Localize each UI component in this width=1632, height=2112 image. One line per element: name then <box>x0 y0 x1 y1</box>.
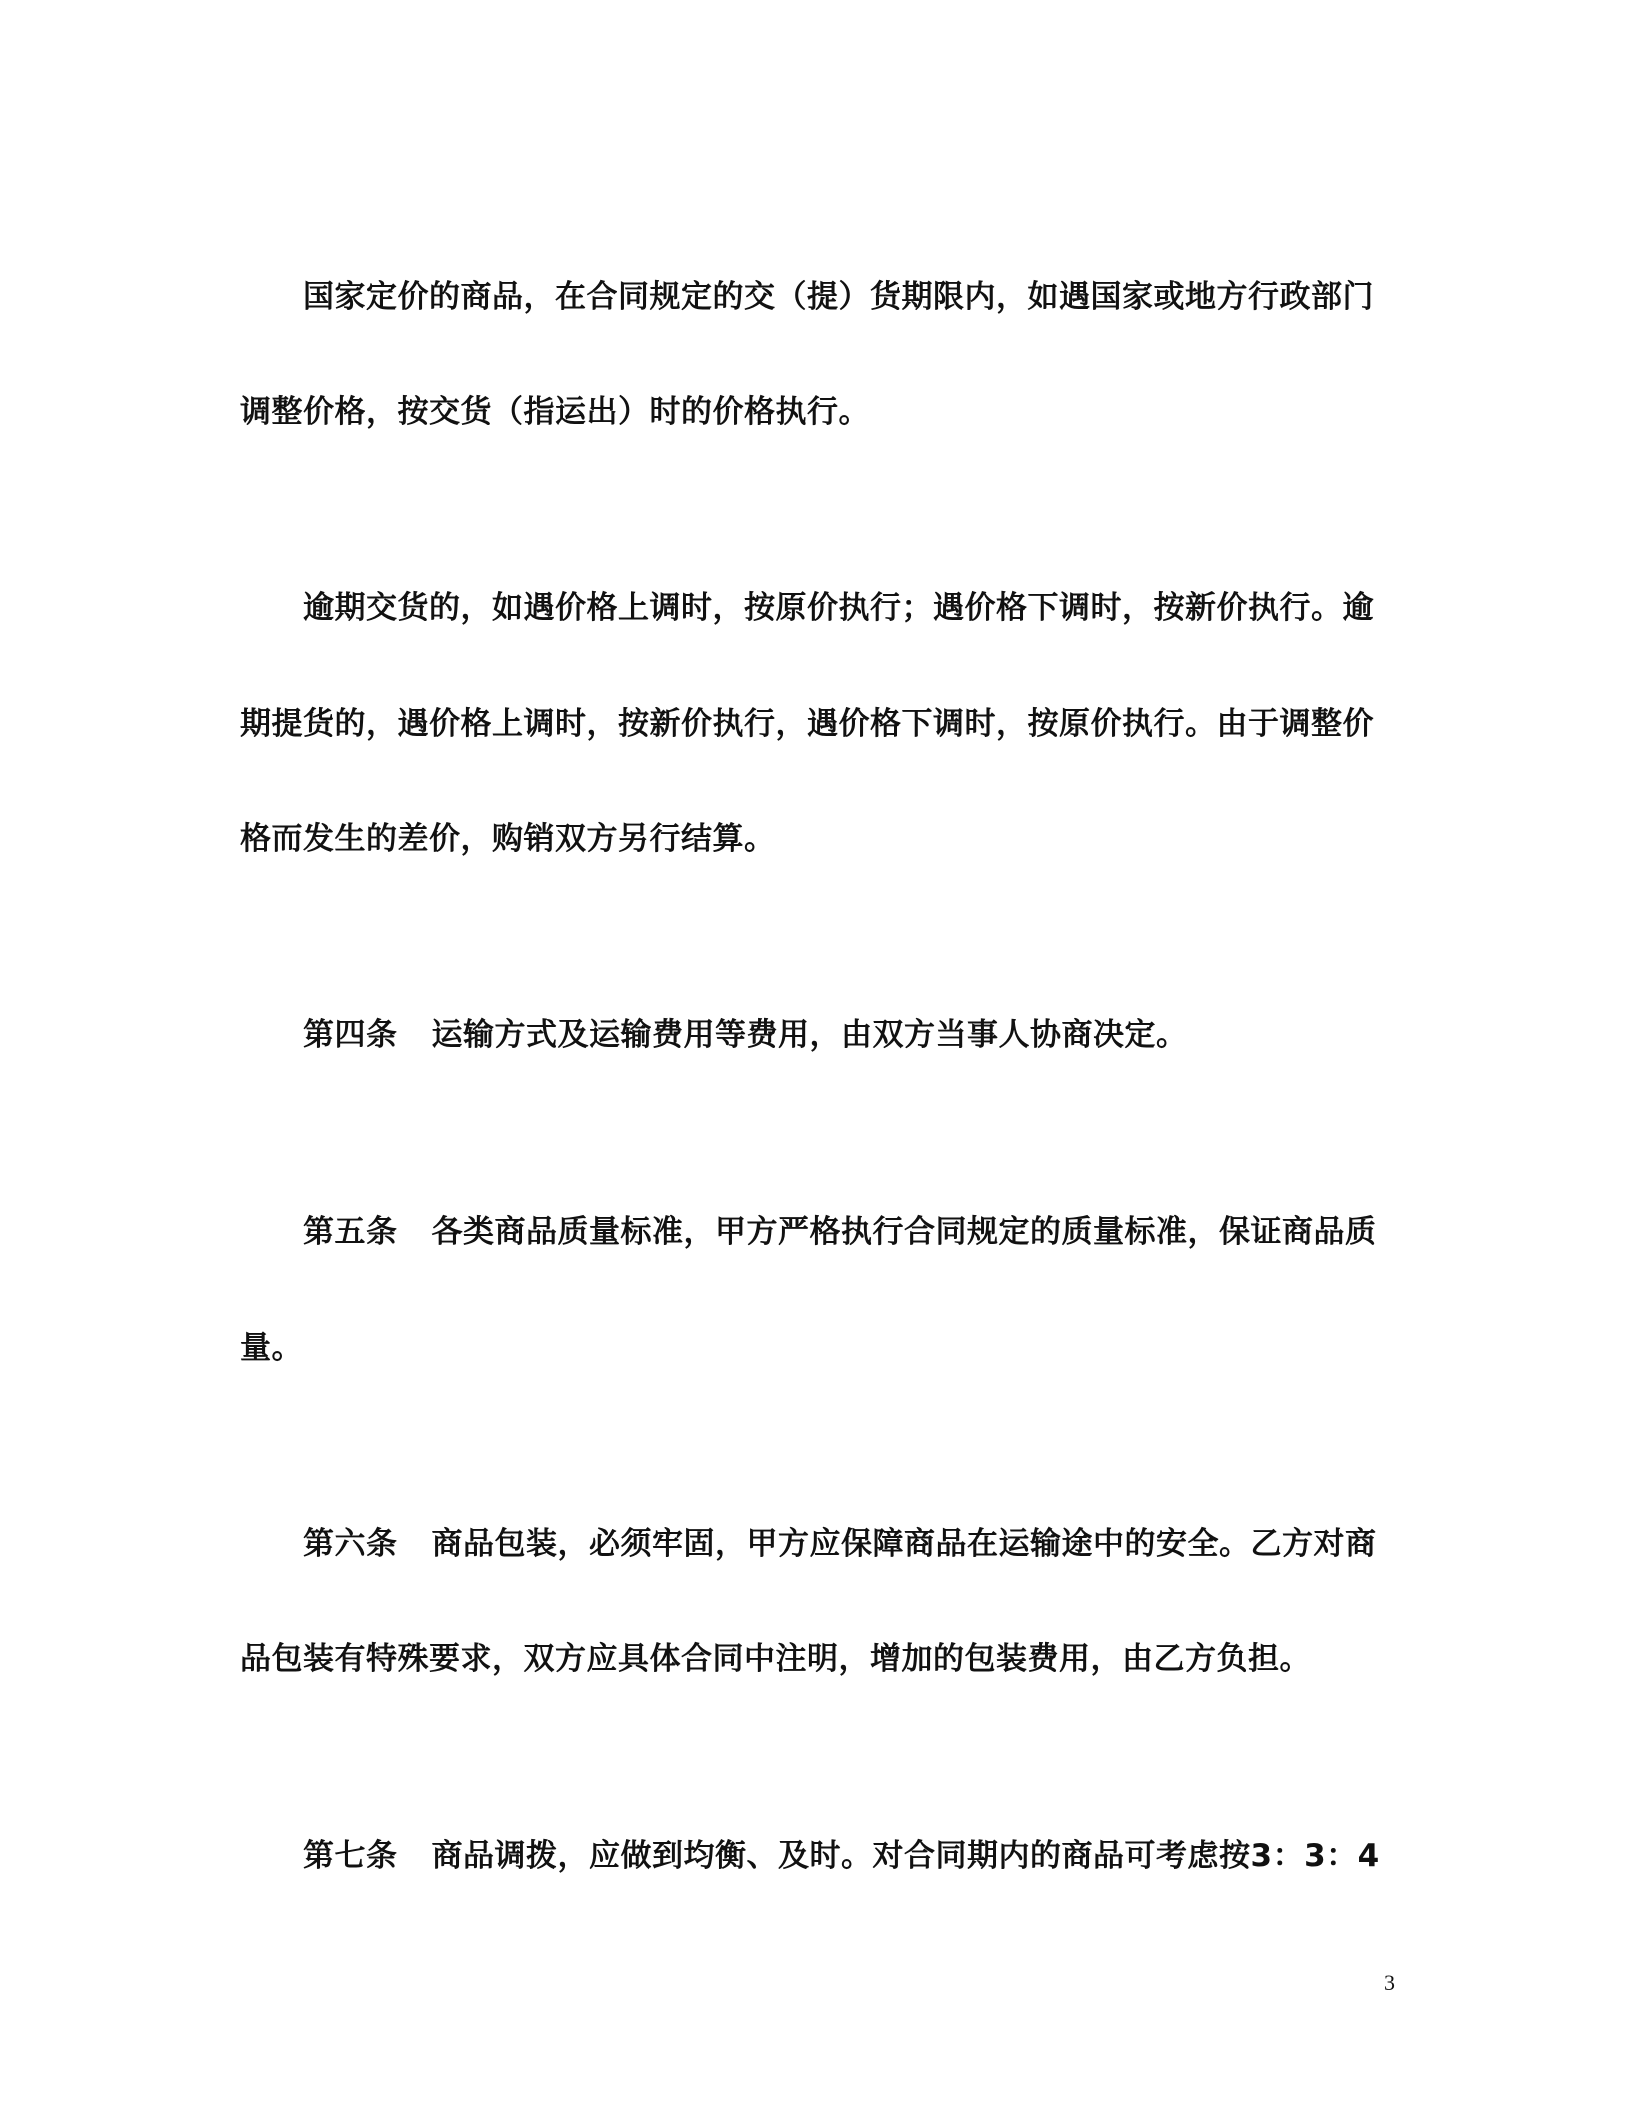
paragraph-overdue-line-1: 逾期交货的，如遇价格上调时，按原价执行；遇价格下调时，按新价执行。逾 <box>303 590 1374 626</box>
article-5-text: 各类商品质量标准，甲方严格执行合同规定的质量标准，保证商品质 <box>431 1214 1377 1250</box>
article-5-label: 第五条 <box>303 1214 398 1250</box>
article-6-line-1 <box>303 1524 1400 1564</box>
article-4-text: 运输方式及运输费用等费用，由双方当事人协商决定。 <box>431 1017 1188 1053</box>
article-7-label: 第七条 <box>303 1838 398 1874</box>
article-6-line-2: 品包装有特殊要求，双方应具体合同中注明，增加的包装费用，由乙方负担。 <box>240 1641 1311 1677</box>
article-6-label: 第六条 <box>303 1526 398 1562</box>
paragraph-overdue-line-2: 期提货的，遇价格上调时，按新价执行，遇价格下调时，按原价执行。由于调整价 <box>240 706 1374 742</box>
article-4-label: 第四条 <box>303 1017 398 1053</box>
paragraph-overdue-line-3: 格而发生的差价，购销双方另行结算。 <box>240 821 776 857</box>
article-7-text: 商品调拨，应做到均衡、及时。对合同期内的商品可考虑按3：3：4 <box>431 1838 1380 1874</box>
article-5-line-2: 量。 <box>240 1330 303 1366</box>
page-number: 3 <box>1384 1970 1395 1995</box>
article-4-line-1 <box>303 1015 1400 1055</box>
article-6-text: 商品包装，必须牢固，甲方应保障商品在运输途中的安全。乙方对商 <box>431 1526 1377 1562</box>
article-7-line-1 <box>303 1836 1400 1876</box>
paragraph-price-line-1: 国家定价的商品，在合同规定的交（提）货期限内，如遇国家或地方行政部门 <box>303 279 1374 315</box>
article-5-line-1 <box>303 1212 1400 1252</box>
paragraph-price-line-2: 调整价格，按交货（指运出）时的价格执行。 <box>240 394 870 430</box>
